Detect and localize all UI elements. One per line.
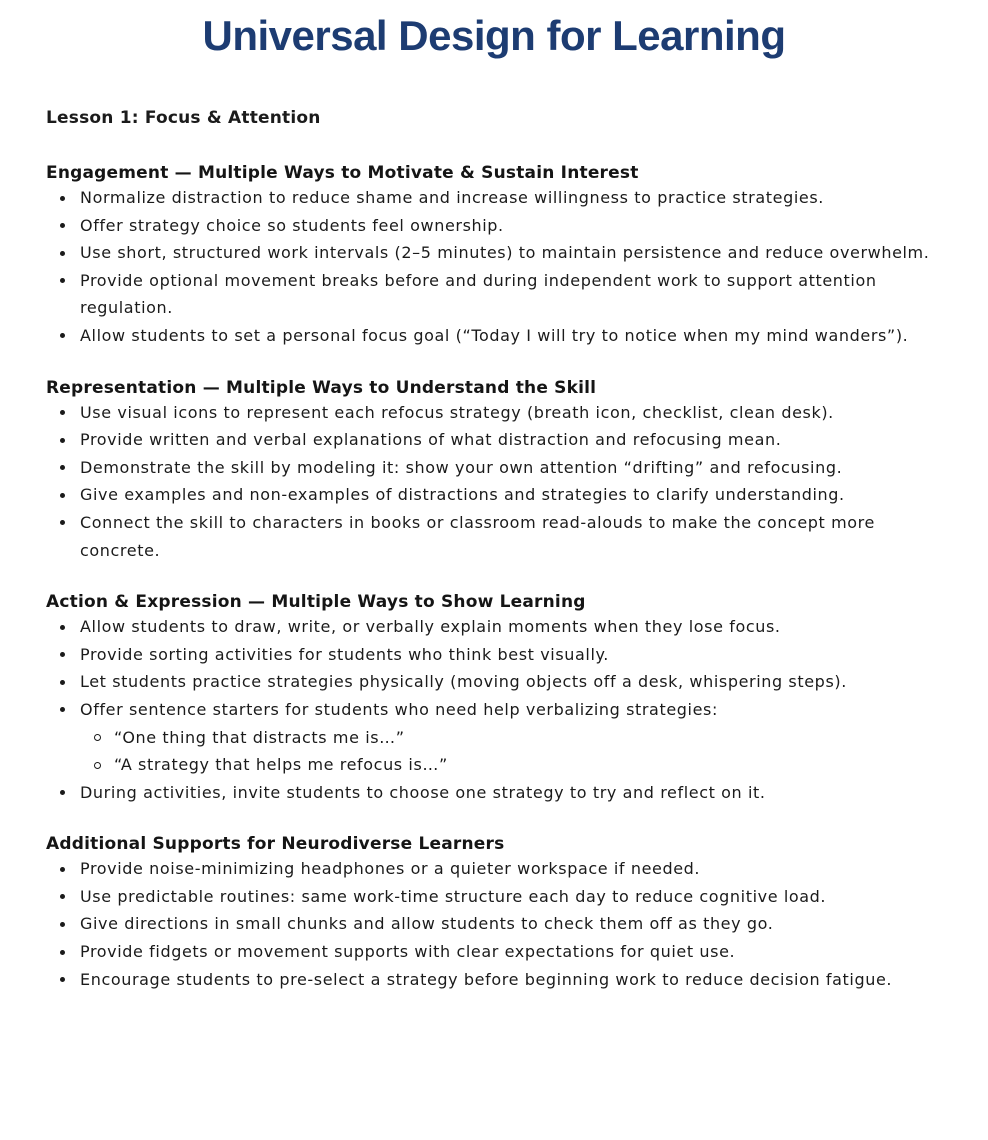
lesson-heading: Lesson 1: Focus & Attention <box>46 108 321 128</box>
sub-list-item-text: “One thing that distracts me is…” <box>114 727 405 747</box>
section-heading: Engagement — Multiple Ways to Motivate & Sustain Interest <box>46 163 639 183</box>
bullet-icon <box>60 251 65 256</box>
list-item-text: Let students practice strategies physically (moving objects off a desk, whispering steps). <box>80 672 847 692</box>
bullet-icon <box>60 465 65 470</box>
circle-bullet-icon <box>94 734 101 741</box>
list-item <box>46 454 946 482</box>
list-item-text: Offer sentence starters for students who need help verbalizing strategies: <box>80 699 718 719</box>
circle-bullet-icon <box>94 762 101 769</box>
list-item <box>46 481 946 509</box>
section-heading: Action & Expression — Multiple Ways to Show Learning <box>46 592 586 613</box>
list-item-text: Provide optional movement breaks before and during independent work to support attention regulation. <box>80 270 877 318</box>
list-item-text: Give examples and non-examples of distractions and strategies to clarify understanding. <box>80 485 845 505</box>
list-item <box>46 855 946 883</box>
list-item-text: Use short, structured work intervals (2–5 minutes) to maintain persistence and reduce overwhelm. <box>80 243 930 263</box>
bullet-icon <box>60 278 65 283</box>
list-item-text: Provide noise-minimizing headphones or a quieter workspace if needed. <box>80 859 701 879</box>
bullet-list <box>46 399 946 565</box>
bullet-icon <box>60 223 65 228</box>
section-engagement <box>46 162 946 350</box>
list-item <box>46 613 946 641</box>
bullet-icon <box>60 333 65 338</box>
sub-list-item <box>80 724 946 752</box>
sub-list-item <box>80 751 946 779</box>
list-item-text: Demonstrate the skill by modeling it: show your own attention “drifting” and refocusing. <box>80 457 843 477</box>
sub-bullet-list <box>80 724 946 779</box>
bullet-list <box>46 855 946 993</box>
list-item <box>46 883 946 911</box>
bullet-icon <box>60 410 65 415</box>
section-action-expression <box>46 591 946 806</box>
list-item <box>46 184 946 212</box>
list-item <box>46 966 946 994</box>
list-item <box>46 641 946 669</box>
section-heading: Additional Supports for Neurodiverse Learners <box>46 834 505 855</box>
list-item-text: Provide sorting activities for students who think best visually. <box>80 644 609 664</box>
bullet-icon <box>60 790 65 795</box>
bullet-icon <box>60 196 65 201</box>
list-item <box>46 212 946 240</box>
bullet-icon <box>60 977 65 982</box>
list-item <box>46 322 946 350</box>
page-title: Universal Design for Learning <box>202 12 786 59</box>
bullet-icon <box>60 894 65 899</box>
list-item <box>46 267 946 322</box>
bullet-icon <box>60 652 65 657</box>
list-item <box>46 668 946 696</box>
bullet-icon <box>60 867 65 872</box>
bullet-list <box>46 184 946 350</box>
list-item-text: Allow students to set a personal focus goal (“Today I will try to notice when my mind wanders”). <box>80 325 909 345</box>
list-item <box>46 399 946 427</box>
list-item <box>46 779 946 807</box>
bullet-icon <box>60 438 65 443</box>
list-item-text: Encourage students to pre-select a strategy before beginning work to reduce decision fatigue. <box>80 969 893 989</box>
list-item-text: Allow students to draw, write, or verbally explain moments when they lose focus. <box>80 617 781 637</box>
bullet-icon <box>60 922 65 927</box>
list-item <box>46 426 946 454</box>
section-heading: Representation — Multiple Ways to Understand the Skill <box>46 377 597 398</box>
list-item <box>46 509 946 564</box>
bullet-icon <box>60 625 65 630</box>
list-item-text: Offer strategy choice so students feel ownership. <box>80 215 504 235</box>
sub-list-item-text: “A strategy that helps me refocus is…” <box>114 755 448 775</box>
list-item-text: During activities, invite students to choose one strategy to try and reflect on it. <box>80 782 766 802</box>
list-item-text: Provide written and verbal explanations of what distraction and refocusing mean. <box>80 430 782 450</box>
list-item-text: Use visual icons to represent each refocus strategy (breath icon, checklist, clean desk). <box>80 402 834 422</box>
bullet-icon <box>60 520 65 525</box>
section-additional-supports <box>46 833 946 993</box>
list-item-text: Normalize distraction to reduce shame and increase willingness to practice strategies. <box>80 188 824 207</box>
bullet-icon <box>60 950 65 955</box>
section-representation <box>46 377 946 565</box>
bullet-icon <box>60 707 65 712</box>
list-item-text: Use predictable routines: same work-time structure each day to reduce cognitive load. <box>80 886 827 906</box>
list-item-text: Provide fidgets or movement supports with clear expectations for quiet use. <box>80 942 736 962</box>
list-item-text: Give directions in small chunks and allow students to check them off as they go. <box>80 914 774 934</box>
bullet-icon <box>60 680 65 685</box>
list-item-text: Connect the skill to characters in books or classroom read-alouds to make the concept more concrete. <box>80 512 875 560</box>
bullet-icon <box>60 493 65 498</box>
list-item <box>46 696 946 779</box>
list-item <box>46 910 946 938</box>
bullet-list <box>46 613 946 806</box>
list-item <box>46 938 946 966</box>
document-body <box>46 162 946 1020</box>
list-item <box>46 239 946 267</box>
